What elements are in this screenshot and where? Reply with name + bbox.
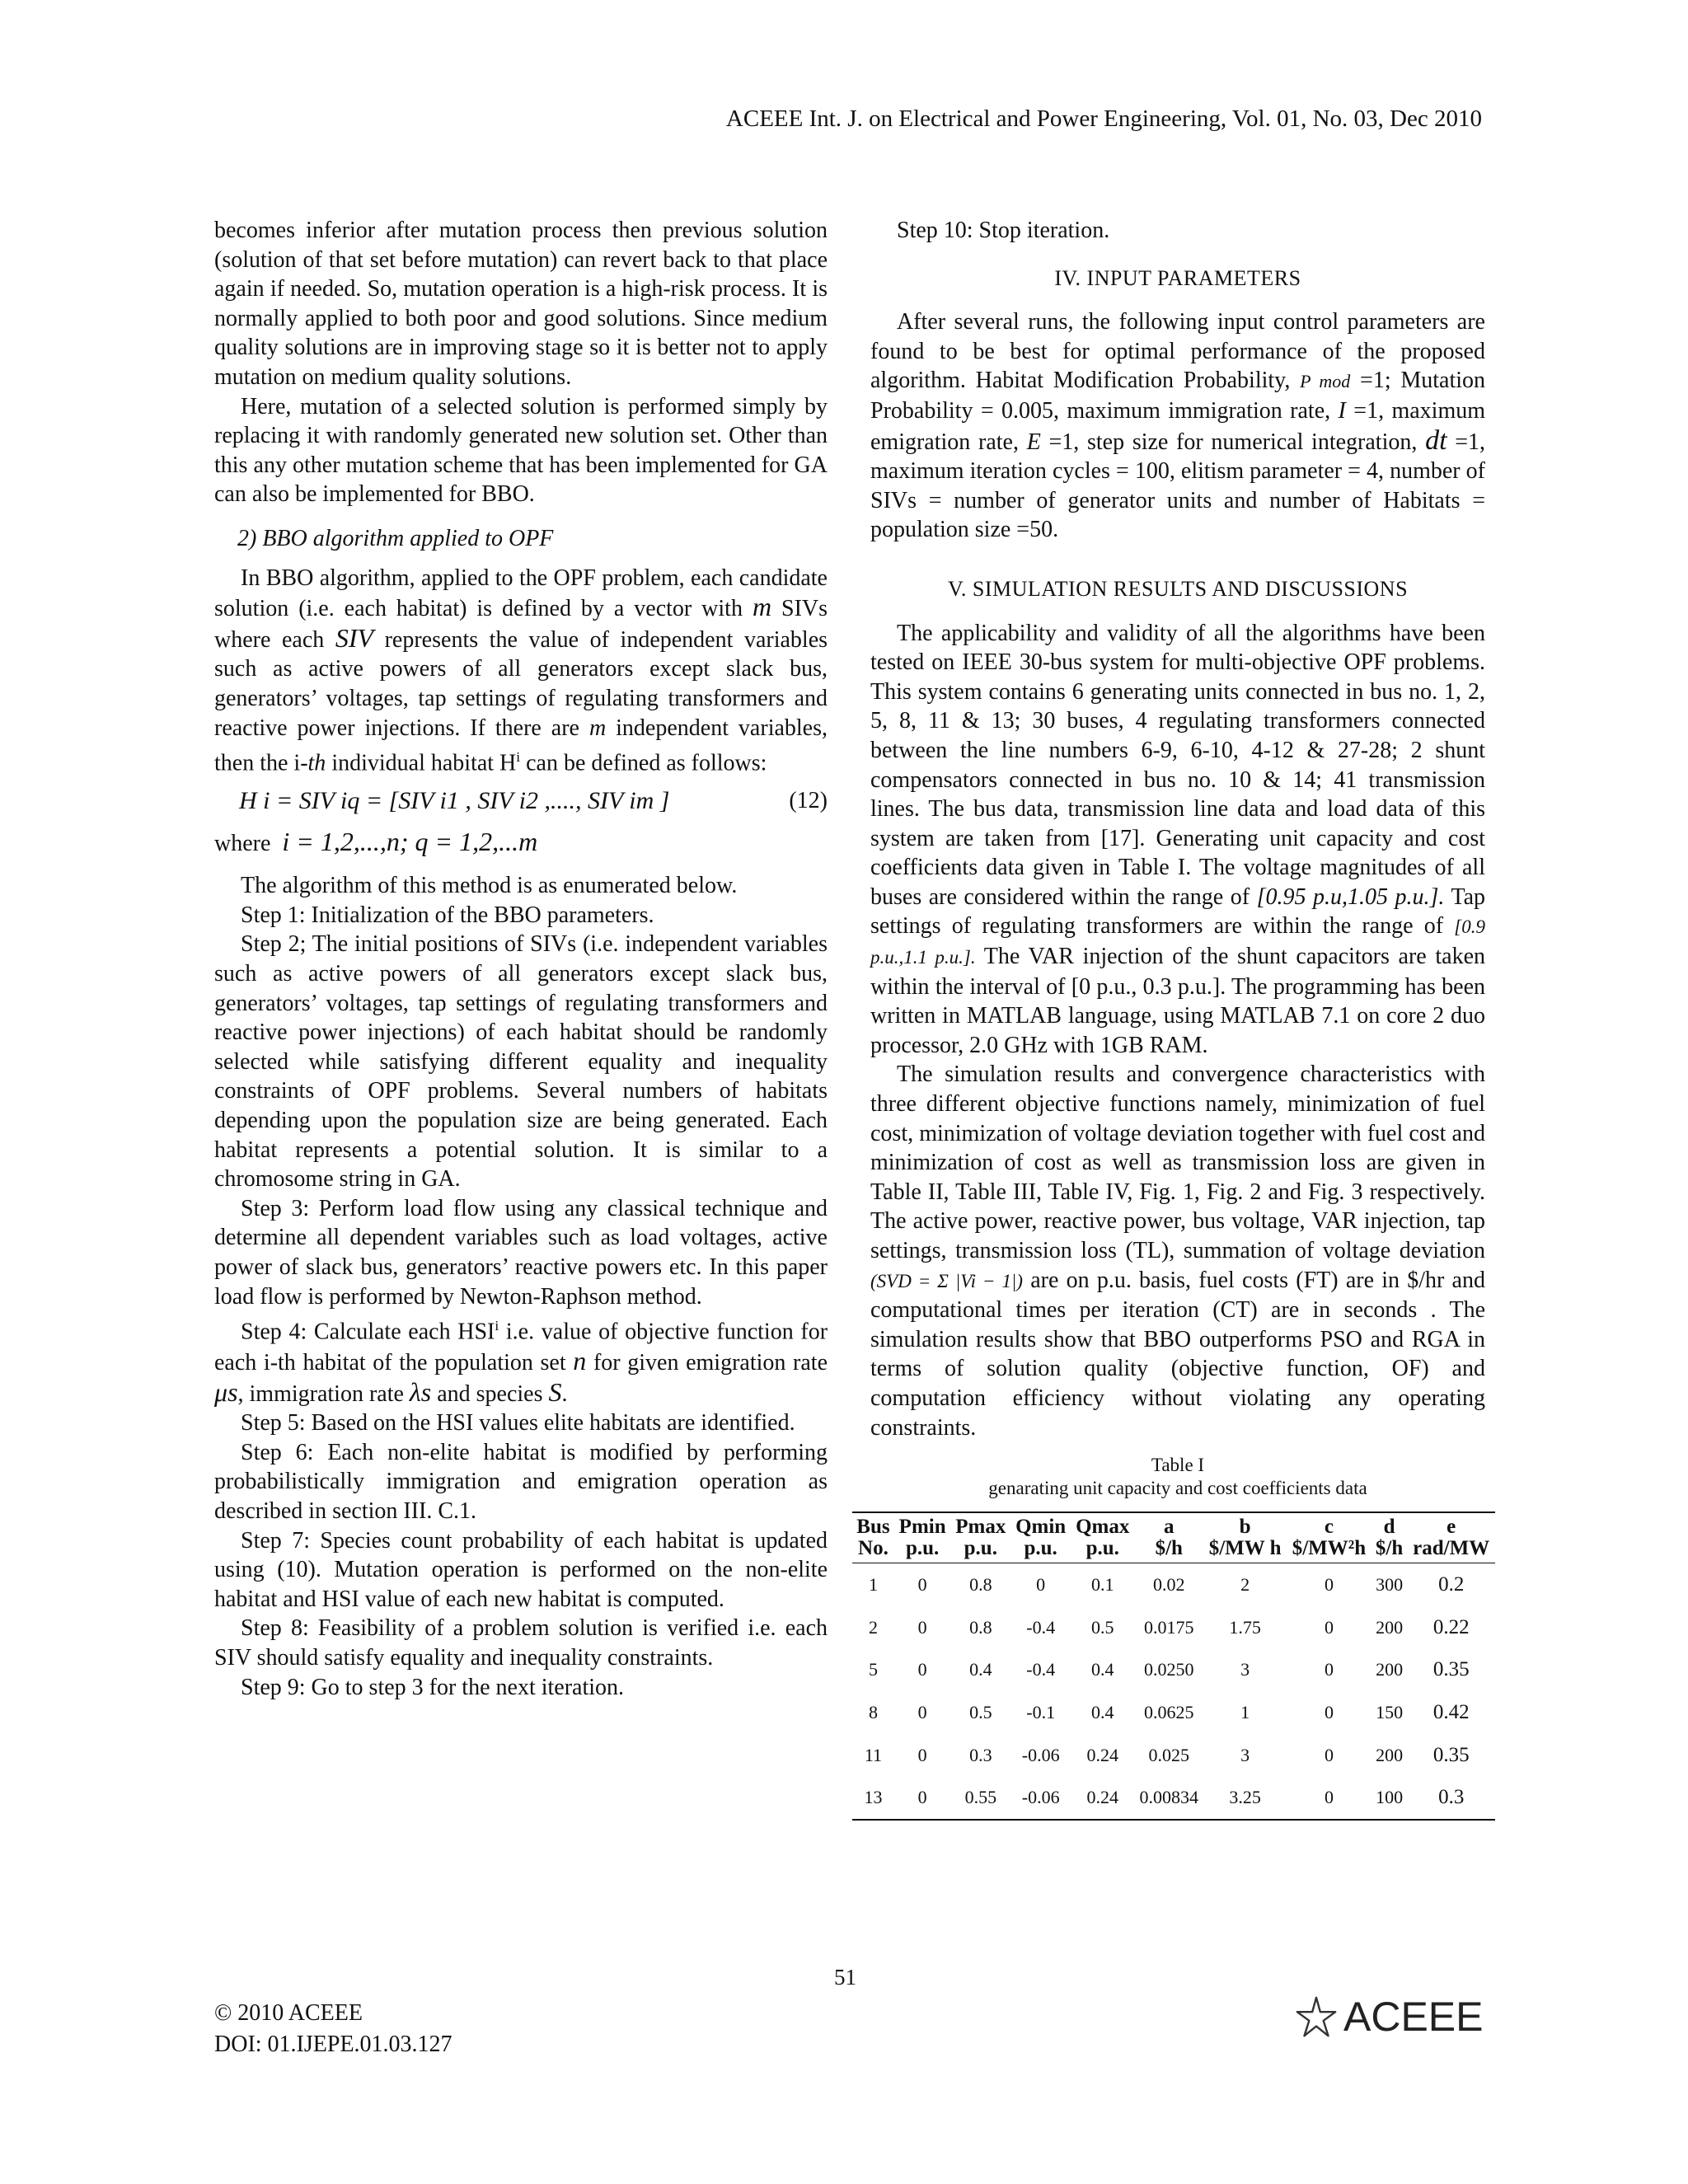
table-description: genarating unit capacity and cost coefficients data: [988, 1478, 1367, 1499]
table-cell: 0.00834: [1134, 1776, 1203, 1820]
table-cell: 0.24: [1071, 1776, 1134, 1820]
table-cell: 0.5: [969, 1701, 992, 1722]
step-5: Step 5: Based on the HSI values elite habitats are identified.: [241, 1410, 795, 1436]
copyright: © 2010 ACEEE: [214, 2000, 363, 2026]
table-cell: 0.35: [1432, 1743, 1470, 1766]
table-cell: 3.25: [1203, 1776, 1287, 1820]
equation-12: H i = SIV iq = [SIV i1 , SIV i2 ,...., SIV im ] (12): [239, 787, 828, 815]
paragraph-bbo-opf: In BBO algorithm, applied to the OPF problem, each candidate solution (i.e. each habitat) is defined by a vector with m SIVs where each SIV represents the value of independent variables such as active powers of all generators except slack bus, generators’ voltages, tap settings of regulating transformers and reactive power injections. If there are m independent variables, then the i-th individual habitat $H^i$ can be defined as follows:: [214, 565, 828, 776]
table-header-qmax: Qmax p.u.: [1071, 1512, 1134, 1563]
table-cell: 0.1: [1090, 1574, 1114, 1596]
table-header-e: e rad/MW: [1407, 1512, 1495, 1563]
table-cell: -0.06: [1010, 1776, 1071, 1820]
section-heading-input-parameters: IV. INPUT PARAMETERS: [1054, 265, 1301, 290]
table-header-row: [852, 1512, 1495, 1563]
step-2: Step 2; The initial positions of SIVs (i.e. independent variables such as active powers of all generators except slack bus, generators’ voltages, tap settings of regulating transformers and reactive power injections) of each habitat should be randomly selected while satisfying different equality and inequality constraints of OPF problems. Several numbers of habitats depending upon the population size are being generated. Each habitat represents a potential solution. It is similar to a chromosome string in GA.: [214, 931, 828, 1193]
table-cell: 0.35: [1432, 1658, 1470, 1681]
generator-data-table: [852, 1511, 1495, 1821]
table-cell: -0.06: [1021, 1744, 1060, 1765]
table-cell: 2: [868, 1616, 878, 1638]
right-column: [856, 216, 1490, 1821]
table-row: [852, 1648, 1495, 1691]
table-cell: 0.8: [969, 1574, 992, 1596]
table-cell: 2: [1240, 1574, 1250, 1596]
table-row: [852, 1691, 1495, 1734]
logo-text: ACEEE: [1343, 1994, 1484, 2040]
table-header-c: c $/MW²h: [1287, 1512, 1372, 1563]
step-7: Step 7: Species count probability of each habitat is updated using (10). Mutation operation is performed on the non-elite habitat and HSI value of each new habitat is computed.: [214, 1527, 828, 1612]
table-title: Table I: [1151, 1455, 1205, 1476]
step-8: Step 8: Feasibility of a problem solution is verified i.e. each SIV should satisfy equality and inequality constraints.: [214, 1615, 828, 1671]
subsection-heading-bbo-opf: 2) BBO algorithm applied to OPF: [237, 525, 554, 551]
table-cell: 200: [1376, 1616, 1404, 1638]
table-header-qmin: Qmin p.u.: [1010, 1512, 1071, 1563]
table-cell: 0: [1287, 1776, 1372, 1820]
paragraph-simulation-results: The simulation results and convergence characteristics with three different objective functions namely, minimization of fuel cost, minimization of voltage deviation together with fuel cost and minimization of cost as well as transmission loss are given in Table II, Table III, Table IV, Fig. 1, Fig. 2 and Fig. 3 respectively. The active power, reactive power, bus voltage, VAR injection, tap settings, transmission loss (TL), summation of voltage deviation (SVD = Σ |Vi − 1|) are on p.u. basis, fuel costs (FT) are in $/hr and computational times per iteration (CT) are in seconds . The simulation results show that BBO outperforms PSO and RGA in terms of solution quality (objective function, OF) and computation efficiency without violating any operating constraints.: [870, 1062, 1485, 1441]
table-cell: 0: [894, 1776, 950, 1820]
page-number: 51: [834, 1965, 856, 1990]
table-cell: 1: [868, 1574, 878, 1596]
table-cell: 300: [1376, 1574, 1404, 1596]
table-cell: 0.3: [969, 1744, 992, 1765]
table-cell: 5: [868, 1659, 878, 1680]
equation-number: (12): [789, 788, 828, 814]
table-cell: 0.0625: [1143, 1701, 1194, 1722]
step-10: Step 10: Stop iteration.: [897, 218, 1110, 243]
table-cell: 0.55: [950, 1776, 1010, 1820]
aceee-logo: [1292, 1993, 1484, 2041]
table-cell: 11: [864, 1744, 883, 1765]
table-cell: 0.2: [1438, 1573, 1465, 1596]
table-cell: 0.0175: [1143, 1616, 1194, 1638]
running-header: ACEEE Int. J. on Electrical and Power Engineering, Vol. 01, No. 03, Dec 2010: [725, 105, 1482, 132]
table-header-a: a $/h: [1134, 1512, 1203, 1563]
table-cell: 0.22: [1432, 1615, 1470, 1638]
table-cell: 8: [868, 1701, 878, 1722]
table-cell: 0.0250: [1143, 1659, 1194, 1680]
aceee-star-icon: [1292, 1993, 1340, 2041]
section-heading-simulation-results: V. SIMULATION RESULTS AND DISCUSSIONS: [947, 576, 1409, 601]
table-cell: 0: [917, 1659, 927, 1680]
step-6: Step 6: Each non-elite habitat is modified by performing probabilistically immigration and emigration operation as described in section III. C.1.: [214, 1439, 828, 1524]
table-cell: 0.4: [1090, 1659, 1114, 1680]
table-cell: 200: [1376, 1744, 1404, 1765]
table-cell: 0: [1324, 1616, 1334, 1638]
table-cell: 1: [1240, 1701, 1250, 1722]
table-caption: [870, 1454, 1485, 1500]
step-4: Step 4: Calculate each HSI$^i$ i.e. value of objective function for each i-th habitat of the population set n for given emigration rate μs, immigration rate λs and species S.: [214, 1318, 828, 1407]
table-header-d: d $/h: [1372, 1512, 1408, 1563]
footer: [214, 1998, 452, 2060]
table-cell: 0.02: [1152, 1574, 1185, 1596]
left-column: [214, 216, 828, 1702]
table-cell: 1.75: [1229, 1616, 1261, 1638]
table-cell: 13: [852, 1776, 894, 1820]
table-cell: 0.3: [1407, 1776, 1495, 1820]
table-header-pmax: Pmax p.u.: [950, 1512, 1010, 1563]
step-3: Step 3: Perform load flow using any classical technique and determine all dependent variables such as load voltages, active power of slack bus, generators’ reactive powers etc. In this paper load flow is performed by Newton-Raphson method.: [214, 1195, 828, 1310]
table-cell: 0: [1324, 1574, 1334, 1596]
table-cell: 0: [917, 1574, 927, 1596]
table-header-b: b $/MW h: [1203, 1512, 1287, 1563]
table-cell: 0.5: [1090, 1616, 1114, 1638]
paragraph-algorithm-intro: The algorithm of this method is as enumerated below.: [241, 873, 738, 899]
table-cell: 3: [1240, 1744, 1250, 1765]
table-cell: 100: [1372, 1776, 1408, 1820]
paragraph-mutation-method: Here, mutation of a selected solution is performed simply by replacing it with randomly generated new solution set. Other than this any other mutation scheme that has been implemented for GA can also be implemented for BBO.: [214, 393, 828, 508]
table-cell: 0.025: [1148, 1744, 1189, 1765]
table-cell: -0.4: [1026, 1659, 1056, 1680]
step-9: Step 9: Go to step 3 for the next iteration.: [241, 1674, 625, 1700]
doi: DOI: 01.IJEPE.01.03.127: [214, 2032, 452, 2057]
table-cell: 0: [917, 1701, 927, 1722]
table-cell: 0: [917, 1616, 927, 1638]
table-cell: 3: [1240, 1659, 1250, 1680]
table-header-pmin: Pmin p.u.: [894, 1512, 950, 1563]
table-cell: 0: [1324, 1744, 1334, 1765]
paragraph-simulation-setup: The applicability and validity of all the algorithms have been tested on IEEE 30-bus system for multi-objective OPF problems. This system contains 6 generating units connected in bus no. 1, 2, 5, 8, 11 & 13; 30 buses, 4 regulating transformers connected between the line numbers 6-9, 6-10, 4-12 & 27-28; 2 shunt compensators connected in bus no. 10 & 14; 41 transmission lines. The bus data, transmission line data and load data of this system are taken from [17]. Generating unit capacity and cost coefficients data given in Table I. The voltage magnitudes of all buses are considered within the range of [0.95 p.u,1.05 p.u.]. Tap settings of regulating transformers are within the range of [0.9 p.u.,1.1 p.u.]. The VAR injection of the shunt capacitors are taken within the interval of [0 p.u., 0.3 p.u.]. The programming has been written in MATLAB language, using MATLAB 7.1 on core 2 duo processor, 2.0 GHz with 1GB RAM.: [870, 620, 1486, 1058]
table-cell: 0: [1324, 1701, 1334, 1722]
table-cell: 0: [917, 1744, 927, 1765]
table-cell: 0.4: [969, 1659, 992, 1680]
table-header-bus: Bus No.: [852, 1512, 894, 1563]
table-cell: -0.1: [1026, 1701, 1056, 1722]
table-cell: 0.42: [1432, 1700, 1470, 1723]
table-row: [852, 1776, 1495, 1820]
table-cell: 0: [1324, 1659, 1334, 1680]
table-row: [852, 1734, 1495, 1777]
table-row: [852, 1606, 1495, 1649]
table-cell: -0.4: [1026, 1616, 1056, 1638]
paragraph-mutation-risk: becomes inferior after mutation process then previous solution (solution of that set before mutation) can revert back to that place again if needed. So, mutation operation is a high-risk process. It is normally applied to both poor and good solutions. Since medium quality solutions are in improving stage so it is better not to apply mutation on medium quality solutions.: [214, 218, 828, 390]
table-cell: 0.8: [969, 1616, 992, 1638]
equation-where-clause: where i = 1,2,...,n; q = 1,2,...m: [214, 826, 538, 856]
table-cell: 150: [1376, 1701, 1404, 1722]
table-row: [852, 1563, 1495, 1606]
table-cell: 0.24: [1086, 1744, 1118, 1765]
table-cell: 200: [1376, 1659, 1404, 1680]
table-cell: 0.4: [1090, 1701, 1114, 1722]
paragraph-input-parameters: After several runs, the following input control parameters are found to be best for optimal performance of the proposed algorithm. Habitat Modification Probability, P mod =1; Mutation Probability = 0.005, maximum immigration rate, I =1, maximum emigration rate, E =1, step size for numerical integration, dt =1, maximum iteration cycles = 100, elitism parameter = 4, number of SIVs = number of generator units and number of Habitats = population size =50.: [870, 309, 1486, 543]
table-cell: 0: [1036, 1574, 1046, 1596]
step-1: Step 1: Initialization of the BBO parameters.: [241, 902, 654, 928]
